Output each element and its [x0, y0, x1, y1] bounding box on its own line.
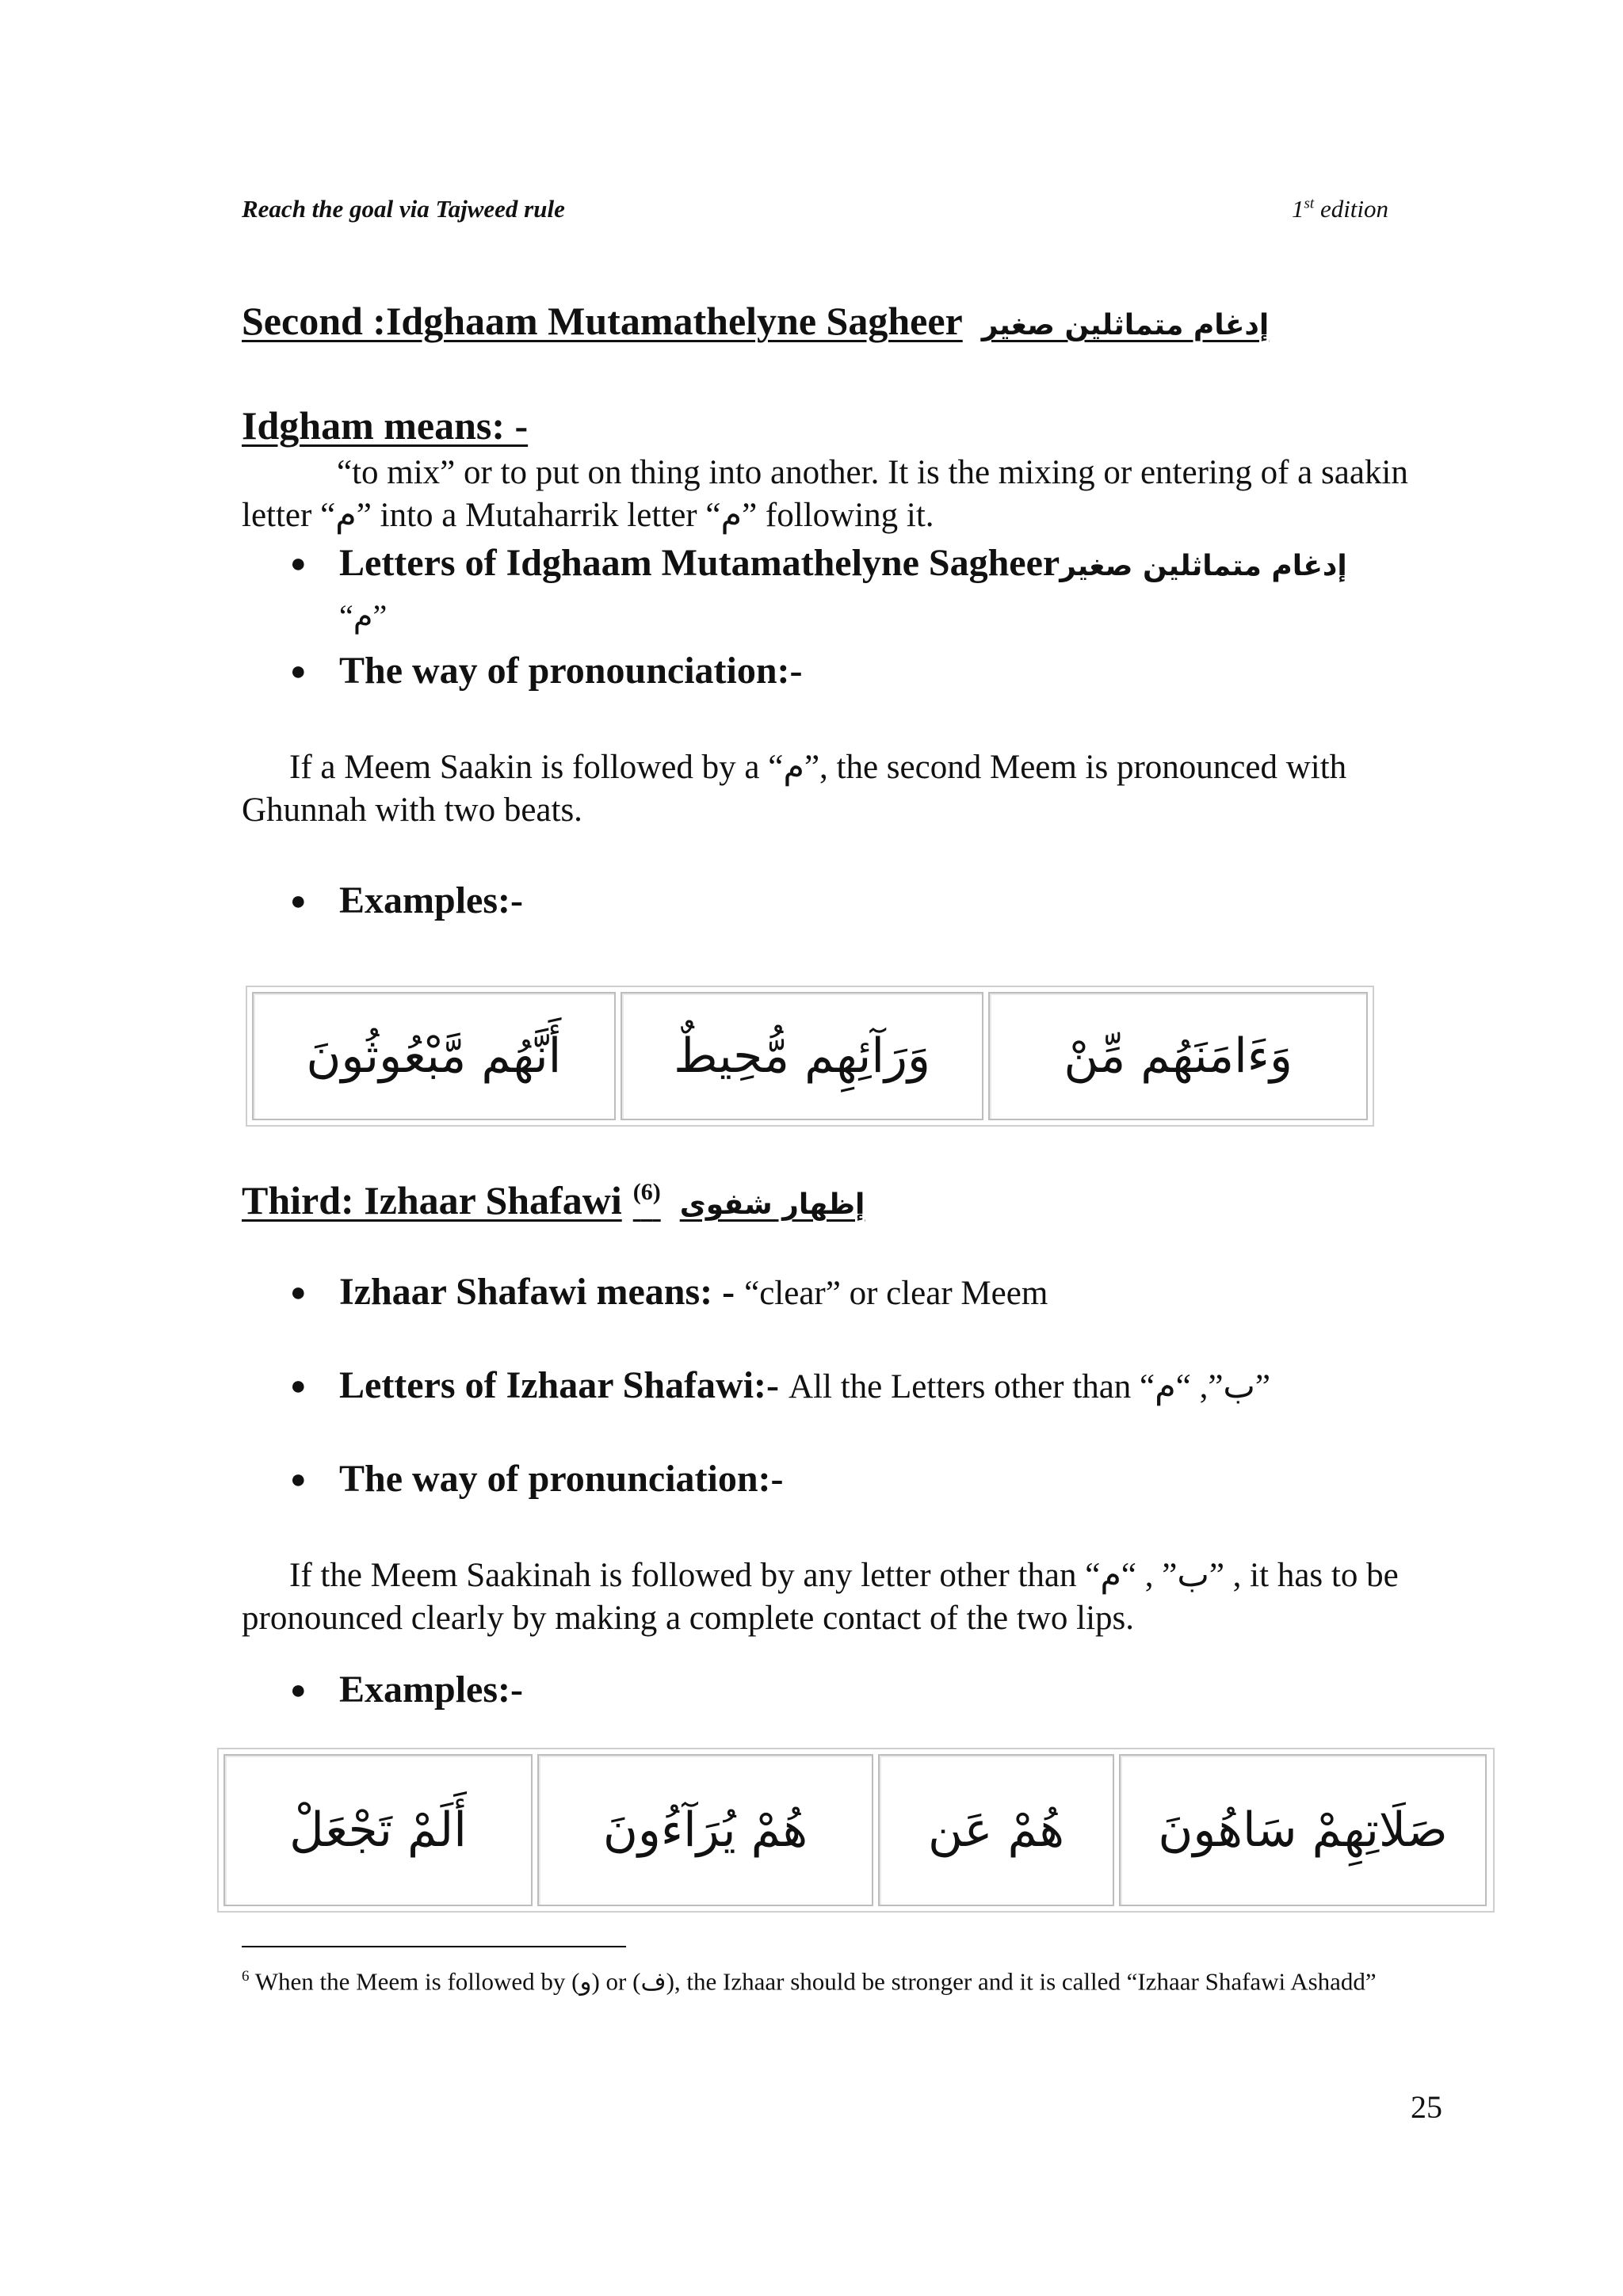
- examples-label: Examples:-: [339, 1669, 523, 1711]
- letters-label: Letters of Izhaar Shafawi:-: [339, 1364, 780, 1406]
- edition-number: 1: [1292, 195, 1304, 223]
- letters-label: Letters of Idghaam Mutamathelyne Sagheer: [339, 542, 1060, 584]
- way-label: The way of pronounciation:-: [339, 650, 803, 692]
- bullet-letters-idghaam: ● Letters of Idghaam Mutamathelyne Sagheerإدغام متماثلين صغير: [290, 542, 1347, 584]
- bullet-way-pronunciation: ● The way of pronounciation:-: [290, 650, 803, 692]
- running-header-edition: [1292, 195, 1388, 223]
- example-cell: وَءَامَنَهُم مِّنْ: [988, 992, 1368, 1120]
- example-cell: وَرَآئِهِم مُّحِيطٌ: [621, 992, 984, 1120]
- footnote-text: When the Meem is followed by (و) or (ف), the Izhaar should be stronger and it is called “Izhaar Shafawi Ashadd”: [254, 1967, 1377, 1996]
- examples-table-idghaam: [246, 986, 1374, 1127]
- section-heading-third: [242, 1177, 880, 1223]
- section-title-arabic: إدغام متماثلين صغير: [981, 309, 1270, 341]
- letters-arabic: إدغام متماثلين صغير: [1060, 550, 1347, 582]
- letters-value: “م”: [339, 598, 388, 634]
- bullet-examples: ● Examples:-: [290, 879, 523, 921]
- section-title: Third: Izhaar Shafawi: [242, 1178, 622, 1222]
- footnote: [242, 1962, 1430, 1997]
- edition-label: edition: [1319, 195, 1389, 223]
- bullet-izhaar-letters: ● Letters of Izhaar Shafawi:- All the Letters other than “ب”, “م”: [290, 1364, 1270, 1406]
- bullet-examples: ● Examples:-: [290, 1669, 523, 1711]
- meaning-label: Izhaar Shafawi means: -: [339, 1271, 735, 1313]
- bullet-izhaar-meaning: ● Izhaar Shafawi means: - “clear” or clear Meem: [290, 1271, 1048, 1313]
- footnote-number: 6: [242, 1968, 250, 1985]
- example-cell: أَلَمْ تَجْعَلْ: [223, 1754, 533, 1906]
- section-heading-second: [242, 298, 1269, 344]
- way-label: The way of pronunciation:-: [339, 1458, 784, 1500]
- footnote-ref: (6): [632, 1179, 661, 1206]
- footnote-divider: [242, 1946, 626, 1947]
- idgham-meaning-heading: Idgham means: -: [242, 403, 529, 448]
- idgham-meaning-text: “to mix” or to put on thing into another. It is the mixing or entering of a saakin letter “م” into a Mutaharrik letter “م” following it.: [242, 454, 1408, 534]
- way-text: If the Meem Saakinah is followed by any letter other than “ب” , “م” , it has to be pronounced clearly by making a complete contact of the two lips.: [242, 1557, 1399, 1637]
- example-cell: هُمْ عَن: [878, 1754, 1114, 1906]
- way-text: If a Meem Saakin is followed by a “م”, the second Meem is pronounced with Ghunnah with two beats.: [242, 749, 1347, 829]
- running-header-title: Reach the goal via Tajweed rule: [242, 195, 565, 223]
- page-number: 25: [1411, 2089, 1442, 2125]
- section-title-arabic: إظهار شفوى: [679, 1188, 865, 1221]
- bullet-way-pronunciation: ● The way of pronunciation:-: [290, 1458, 784, 1500]
- section-title: Second :Idghaam Mutamathelyne Sagheer: [242, 299, 963, 343]
- edition-suffix: st: [1304, 195, 1315, 212]
- example-cell: هُمْ يُرَآءُونَ: [537, 1754, 873, 1906]
- letters-text: All the Letters other than “ب”, “م”: [789, 1368, 1270, 1405]
- examples-label: Examples:-: [339, 879, 523, 921]
- example-cell: أَنَّهُم مَّبْعُوثُونَ: [252, 992, 616, 1120]
- examples-table-izhaar: [217, 1748, 1495, 1913]
- example-cell: صَلَاتِهِمْ سَاهُونَ: [1119, 1754, 1487, 1906]
- meaning-text: “clear” or clear Meem: [744, 1275, 1048, 1312]
